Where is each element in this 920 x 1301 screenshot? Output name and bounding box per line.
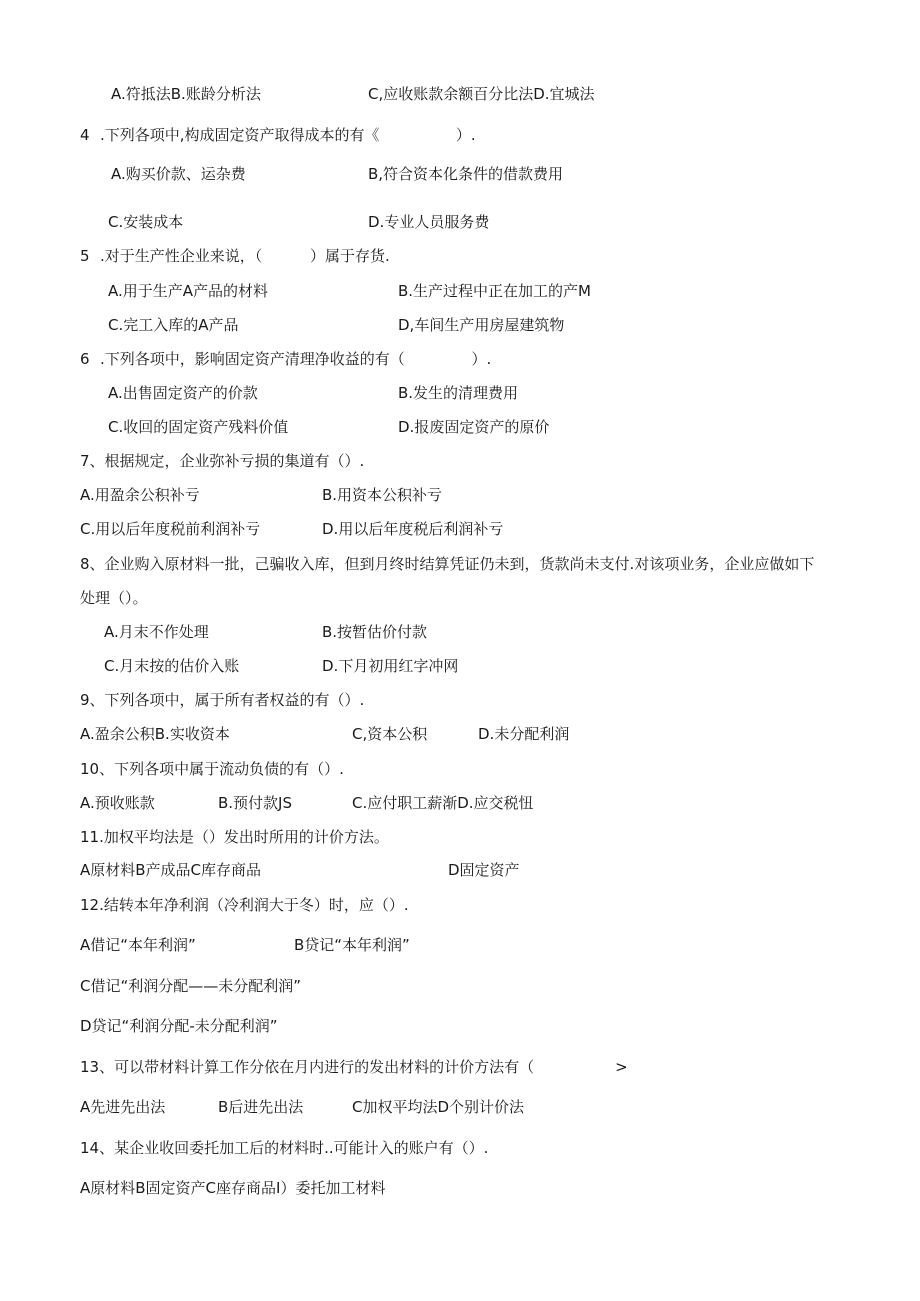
question-10-stem: 10、下列各项中属于流动负债的有（）. bbox=[80, 760, 344, 778]
question-5-option-a: A.用于生产A产品的材料 bbox=[108, 282, 269, 300]
question-7-option-d: D.用以后年度税后利润补亏 bbox=[322, 520, 504, 538]
question-9-option-d: D.未分配利润 bbox=[478, 725, 570, 743]
question-12-option-c: C借记“利润分配——未分配利润” bbox=[80, 977, 302, 995]
question-6-option-d: D.报废固定资产的原价 bbox=[398, 418, 550, 436]
question-10-option-cd: C.应付职工薪渐D.应交税忸 bbox=[352, 794, 534, 812]
question-12-stem: 12.结转本年净利润（冷利润大于冬）时，应（）. bbox=[80, 896, 409, 914]
question-7-option-b: B.用资本公积补亏 bbox=[322, 486, 443, 504]
question-8-stem: 8、企业购入原材料一批，己骗收入库，但到月终时结算凭证仍未到，货款尚未支付.对该项业务，企业应做如下 bbox=[80, 555, 815, 573]
question-3-option-cd: C,应收账款余额百分比法D.宜城法 bbox=[368, 85, 595, 103]
question-4-option-a: A.购买价款、运杂费 bbox=[111, 165, 246, 183]
question-5-number: 5 bbox=[80, 247, 90, 265]
question-8-option-d: D.下月初用红字冲网 bbox=[322, 657, 459, 675]
question-6-number: 6 bbox=[80, 350, 90, 368]
question-4-stem: .下列各项中,构成固定资产取得成本的有《 ）. bbox=[100, 126, 476, 144]
question-4-option-b: B,符合资本化条件的借款费用 bbox=[368, 165, 564, 183]
question-5-option-c: C.完工入库的A产品 bbox=[108, 316, 239, 334]
question-13-stem: 13、可以带材料计算工作分依在月内进行的发出材料的计价方法有（ > bbox=[80, 1058, 628, 1076]
question-8-stem-continued: 处理（）。 bbox=[80, 589, 148, 607]
question-8-option-a: A.月末不作处理 bbox=[104, 623, 209, 641]
question-12-option-a: A借记“本年利润” bbox=[80, 936, 196, 954]
question-11-option-abc: A原材料B产成品C库存商品 bbox=[80, 861, 262, 879]
question-10-option-b: B.预付款JS bbox=[218, 794, 293, 812]
question-8-option-c: C.月末按的估价入账 bbox=[104, 657, 240, 675]
question-14-options: A原材料B固定资产C座存商品I）委托加工材料 bbox=[80, 1179, 386, 1197]
question-11-option-d: D固定资产 bbox=[448, 861, 520, 879]
question-5-stem: .对于生产性企业来说，（ ）属于存货. bbox=[100, 247, 390, 265]
question-5-option-b: B.生产过程中正在加工的产M bbox=[398, 282, 592, 300]
question-9-option-c: C,资本公积 bbox=[352, 725, 428, 743]
question-7-stem: 7、根据规定，企业弥补亏损的集道有（）. bbox=[80, 452, 365, 470]
question-6-stem: .下列各项中，影响固定资产清理净收益的有（ ）. bbox=[100, 350, 492, 368]
question-4-option-d: D.专业人员服务费 bbox=[368, 213, 490, 231]
question-4-number: 4 bbox=[80, 126, 90, 144]
question-10-option-a: A.预收账款 bbox=[80, 794, 155, 812]
question-6-option-c: C.收回的固定资产残料价值 bbox=[108, 418, 289, 436]
question-6-option-a: A.出售固定资产的价款 bbox=[108, 384, 258, 402]
question-12-option-b: B贷记“本年利润” bbox=[294, 936, 410, 954]
question-12-option-d: D贷记“利润分配-未分配利润” bbox=[80, 1017, 278, 1035]
question-9-stem: 9、下列各项中，属于所有者权益的有（）. bbox=[80, 691, 365, 709]
question-6-option-b: B.发生的清理费用 bbox=[398, 384, 519, 402]
question-7-option-c: C.用以后年度税前利润补亏 bbox=[80, 520, 261, 538]
question-13-option-b: B后进先出法 bbox=[218, 1098, 304, 1116]
question-11-stem: 11.加权平均法是（）发出时所用的计价方法。 bbox=[80, 828, 389, 846]
question-14-stem: 14、某企业收回委托加工后的材料时..可能计入的账户有（）. bbox=[80, 1139, 489, 1157]
question-8-option-b: B.按暂估价付款 bbox=[322, 623, 428, 641]
question-3-option-ab: A.符抵法B.账龄分析法 bbox=[111, 85, 261, 103]
question-4-option-c: C.安装成本 bbox=[108, 213, 184, 231]
question-7-option-a: A.用盈余公积补亏 bbox=[80, 486, 200, 504]
question-13-option-a: A先进先出法 bbox=[80, 1098, 166, 1116]
question-9-option-ab: A.盈余公积B.实收资本 bbox=[80, 725, 230, 743]
question-13-option-cd: C加权平均法D个别计价法 bbox=[352, 1098, 525, 1116]
question-5-option-d: D,车间生产用房屋建筑物 bbox=[398, 316, 565, 334]
